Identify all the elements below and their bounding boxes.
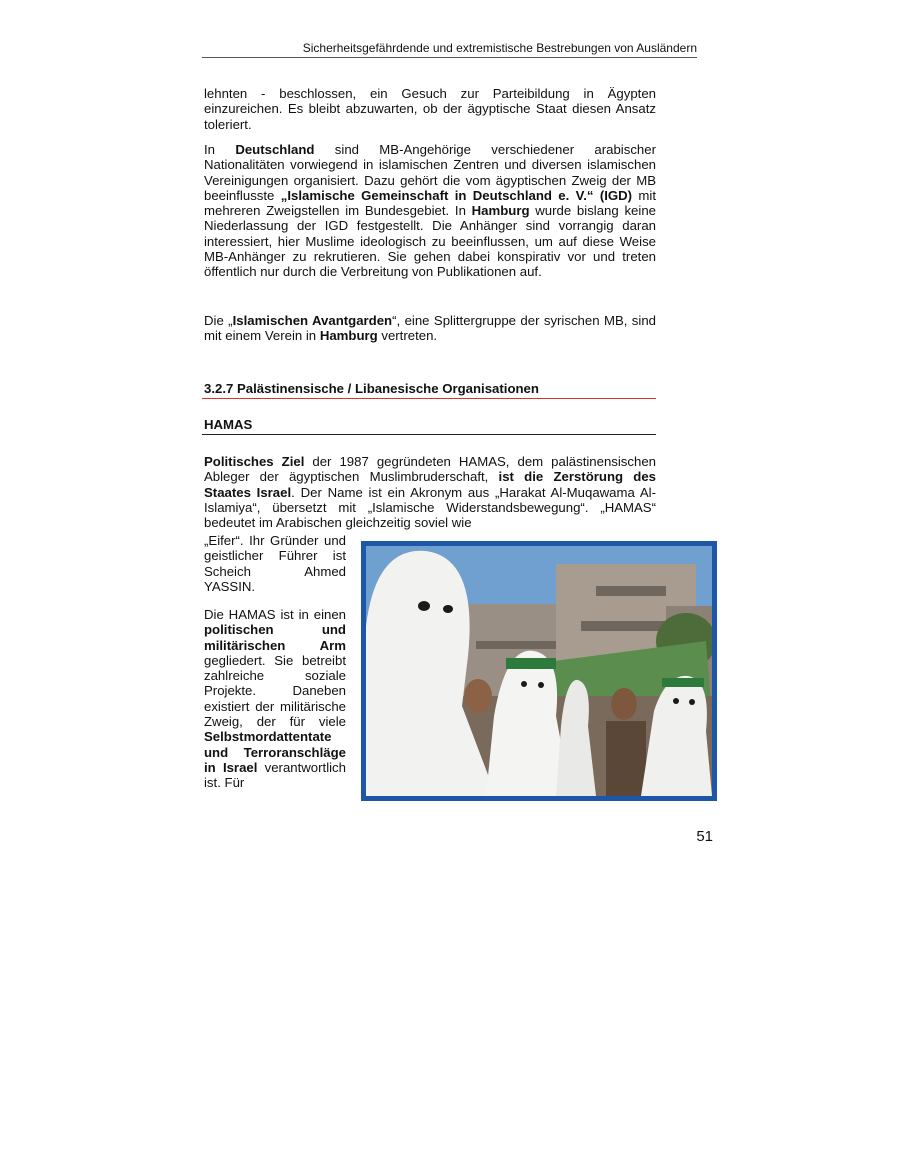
- photo-face: [464, 679, 492, 713]
- section-heading: [202, 381, 656, 399]
- photo-headband: [662, 678, 704, 687]
- column-paragraph-founder: [204, 533, 346, 594]
- photo-eye-hole: [521, 681, 527, 687]
- paragraph-germany: [204, 142, 656, 280]
- column-paragraph-structure: [204, 607, 346, 791]
- emphasis-destruction: ist die Zerstörung des Staates Israel: [204, 469, 657, 500]
- photo-eye-hole: [418, 601, 430, 611]
- section-heading-text: 3.2.7 Palästinensische / Libanesische Organisationen: [204, 381, 539, 396]
- emphasis-hamburg: Hamburg: [319, 328, 378, 344]
- text-run: sind MB-Angehörige verschiedener arabischer Nationalitäten vorwiegend in islamischen Zentren und diversen islamischen Vereinigungen organisiert. Dazu gehört die vom ägyptischen Zweig der MB beeinflusste: [204, 142, 656, 203]
- page-number-text: 51: [696, 828, 713, 845]
- running-title: Sicherheitsgefährdende und extremistische Bestrebungen von Ausländern: [302, 41, 697, 55]
- photo-eye-hole: [443, 605, 453, 613]
- text-run: wurde bislang keine Niederlassung der IGD festgestellt. Die Anhänger sind vorrangig daran interessiert, hier Muslime ideologisch zu beeinflussen, um auf diese Weise MB-Anhänger zu rekrutieren. Sie gehen dabei konspirativ vor und treten öffentlich nur durch die Verbreitung von Publikationen auf.: [204, 203, 656, 280]
- running-header: [202, 41, 697, 58]
- paragraph-hamas-goal: [204, 454, 656, 530]
- photo-headband: [506, 658, 556, 669]
- paragraph-text: „Eifer“. Ihr Gründer und geistlicher Führer ist Scheich Ahmed YASSIN.: [204, 533, 346, 594]
- text-run: In: [204, 142, 236, 157]
- emphasis-hamburg: Hamburg: [471, 203, 530, 219]
- text-run: “, eine Splittergruppe der syrischen MB, sind mit einem Verein in: [204, 313, 656, 344]
- text-run: vertreten.: [377, 328, 438, 344]
- photo-illustration: [366, 546, 712, 796]
- text-run: verantwortlich ist. Für: [204, 759, 346, 791]
- emphasis-attacks: Selbstmordattentate und Terroranschläge in Israel: [204, 729, 346, 775]
- sub-heading: [202, 417, 656, 435]
- paragraph-avantgarden: [204, 313, 656, 344]
- text-run: der 1987 gegründeten HAMAS, dem palästinensischen Ableger der ägyptischen Muslimbruderschaft,: [204, 454, 657, 485]
- emphasis-avantgarden: Islamischen Avantgarden: [232, 313, 393, 328]
- photo-figure: [606, 721, 646, 796]
- emphasis-germany: Deutschland: [235, 142, 315, 157]
- photo-building: [596, 586, 666, 596]
- photo-face: [611, 688, 637, 720]
- text-run: mit mehreren Zweigstellen im Bundesgebiet. In: [204, 187, 656, 219]
- photo-eye-hole: [689, 699, 695, 705]
- photo-building: [476, 641, 556, 649]
- page-number: [640, 828, 713, 845]
- emphasis-igd: „Islamische Gemeinschaft in Deutschland e. V.“ (IGD): [280, 187, 633, 203]
- sub-heading-text: HAMAS: [204, 417, 253, 432]
- emphasis-political-goal: Politisches Ziel: [204, 454, 305, 469]
- text-run: Die „: [204, 313, 233, 328]
- photo-eye-hole: [538, 682, 544, 688]
- paragraph-text: lehnten - beschlossen, ein Gesuch zur Parteibildung in Ägypten einzureichen. Es bleibt abzuwarten, ob der ägyptische Staat diesen Ansatz toleriert.: [204, 86, 656, 132]
- hamas-photo: [361, 541, 717, 801]
- emphasis-arms: politischen und militärischen Arm: [204, 622, 346, 653]
- paragraph-egypt-party: [204, 86, 656, 132]
- text-run: Die HAMAS ist in einen: [204, 607, 346, 622]
- text-run: gegliedert. Sie betreibt zahlreiche soziale Projekte. Daneben existiert der militärische Zweig, der für viele: [204, 652, 346, 730]
- text-run: . Der Name ist ein Akronym aus „Harakat Al-Muqawama Al-Islamiya“, übersetzt mit „Islamische Widerstandsbewegung“. „HAMAS“ bedeutet im Arabischen gleichzeitig soviel wie: [204, 484, 656, 531]
- photo-eye-hole: [673, 698, 679, 704]
